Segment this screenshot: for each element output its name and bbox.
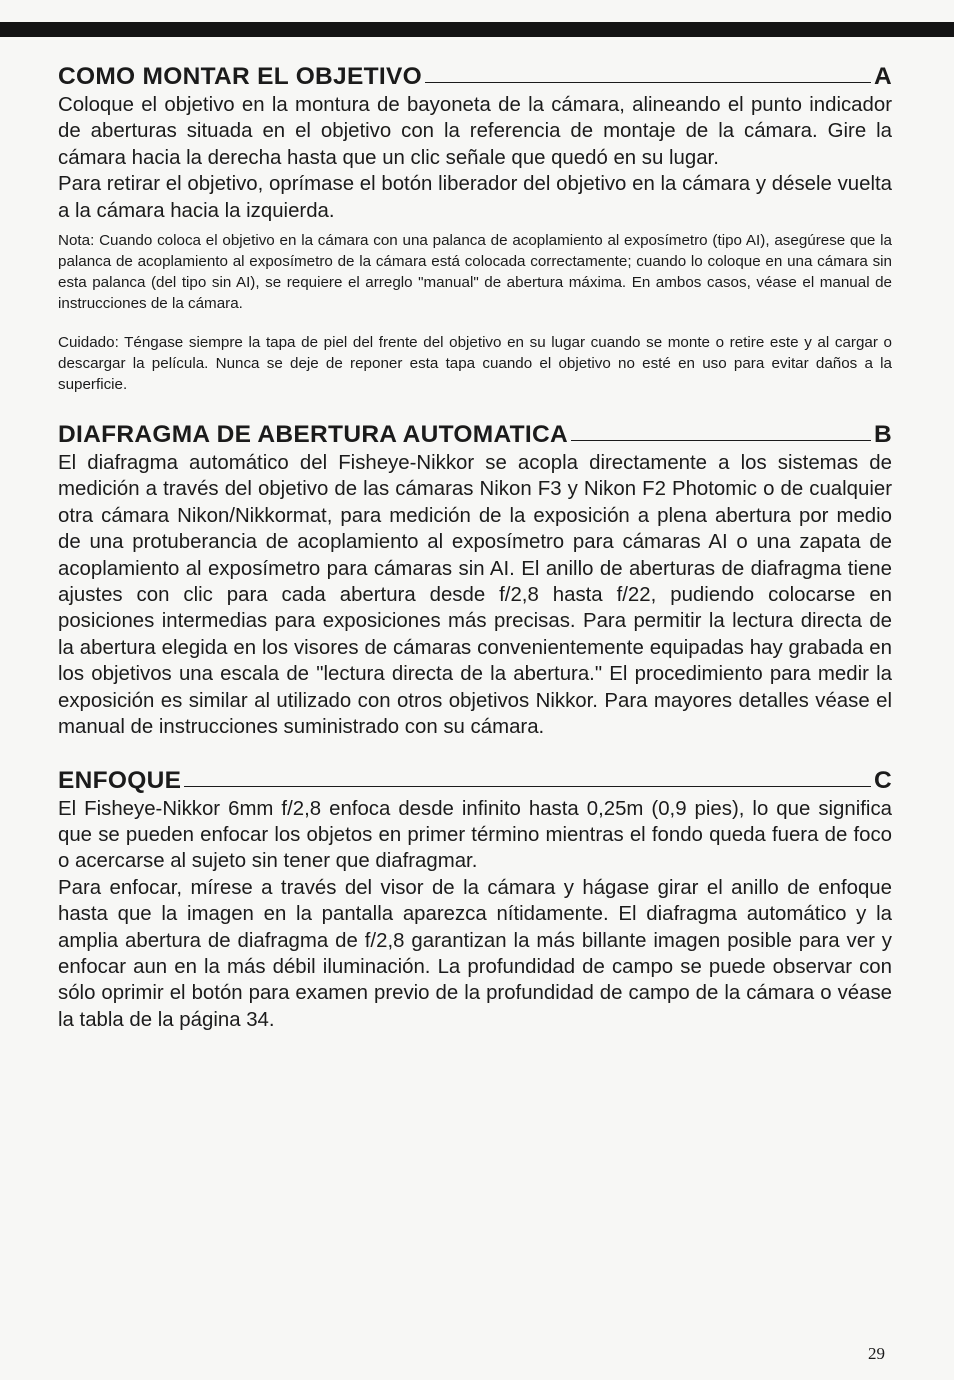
section-mounting-lens [58,62,892,395]
caution-text: Cuidado: Téngase siempre la tapa de piel del frente del objetivo en su lugar cuando se monte o retire este y al cargar o descargar la película. Nunca se deje de reponer esta tapa cuando el objetivo no esté en uso para evitar daños a la superficie. [58,334,892,394]
section-title: DIAFRAGMA DE ABERTURA AUTOMATICA [58,421,568,449]
heading-rule [571,440,871,441]
section-title: COMO MONTAR EL OBJETIVO [58,63,422,90]
section-letter: C [874,766,892,794]
section-heading [58,766,892,796]
paragraph: El Fisheye-Nikkor 6mm f/2,8 enfoca desde infinito hasta 0,25m (0,9 pies), lo que significa que se pueden enfocar los objetos en primer término mientras el fondo queda fuera de foco o acercarse al sujeto sin tener que diafragmar. [58,797,892,873]
heading-rule [184,786,871,787]
document-page [58,62,892,1033]
paragraph: El diafragma automático del Fisheye-Nikkor se acopla directamente a los sistemas de medición a través del objetivo de las cámaras Nikon F3 y Nikon F2 Photomic o de cualquier otra cámara Nikon/Nikkormat, para medición de la exposición a plena abertura por medio de una protuberancia de acoplamiento al exposímetro para cámaras AI o una zapata de acoplamiento al exposímetro para cámaras sin AI. El anillo de aberturas de diafragma tiene ajustes con clic para cada abertura desde f/2,8 hasta f/22, pudiendo colocarse en posiciones intermedias para exposiciones más precisas. Para permitir la lectura directa de la abertura elegida en los visores de cámaras convenientemente equipadas hay grabada en los objetivos una escala de "lectura directa de la abertura." El procedimiento para medir la exposición es similar al utilizado con otros objetivos Nikkor. Para mayores detalles véase el manual de instrucciones suministrado con su cámara. [58,452,892,739]
paragraph: Para enfocar, mírese a través del visor de la cámara y hágase girar el anillo de enfoque hasta que la imagen en la pantalla aparezca nítidamente. El diafragma automático y la amplia abertura de diafragma de f/2,8 garantizan la más billante imagen posible para ver y enfocar aun en la más débil iluminación. La profundidad de campo se puede observar con sólo oprimir el botón para examen previo de la profundidad de campo de la cámara o véase la tabla de la página 34. [58,876,892,1031]
section-focusing [58,766,892,1034]
heading-rule [425,82,871,83]
section-heading [58,62,892,92]
section-heading [58,420,892,450]
paragraph: Coloque el objetivo en la montura de bayoneta de la cámara, alineando el punto indicador de aberturas situada en el objetivo con la referencia de montaje de la cámara. Gire la cámara hacia la derecha hasta que un clic señale que quedó en su lugar. [58,94,892,169]
note-text: Nota: Cuando coloca el objetivo en la cámara con una palanca de acoplamiento al exposímetro (tipo AI), asegúrese que la palanca de acoplamiento al exposímetro de la cámara está colocada correctamente; cuando lo coloque en una cámara sin esta palanca (del tipo sin AI), se requiere el arreglo "manual" de abertura máxima. En ambos casos, véase el manual de instrucciones de la cámara. [58,232,892,313]
top-black-bar [0,22,954,37]
paragraph: Para retirar el objetivo, oprímase el botón liberador del objetivo en la cámara y désele vuelta a la cámara hacia la izquierda. [58,173,892,222]
section-title: ENFOQUE [58,766,182,794]
section-auto-aperture [58,420,892,740]
section-letter: A [874,63,892,90]
section-letter: B [874,421,892,449]
page-number: 29 [868,1344,885,1363]
